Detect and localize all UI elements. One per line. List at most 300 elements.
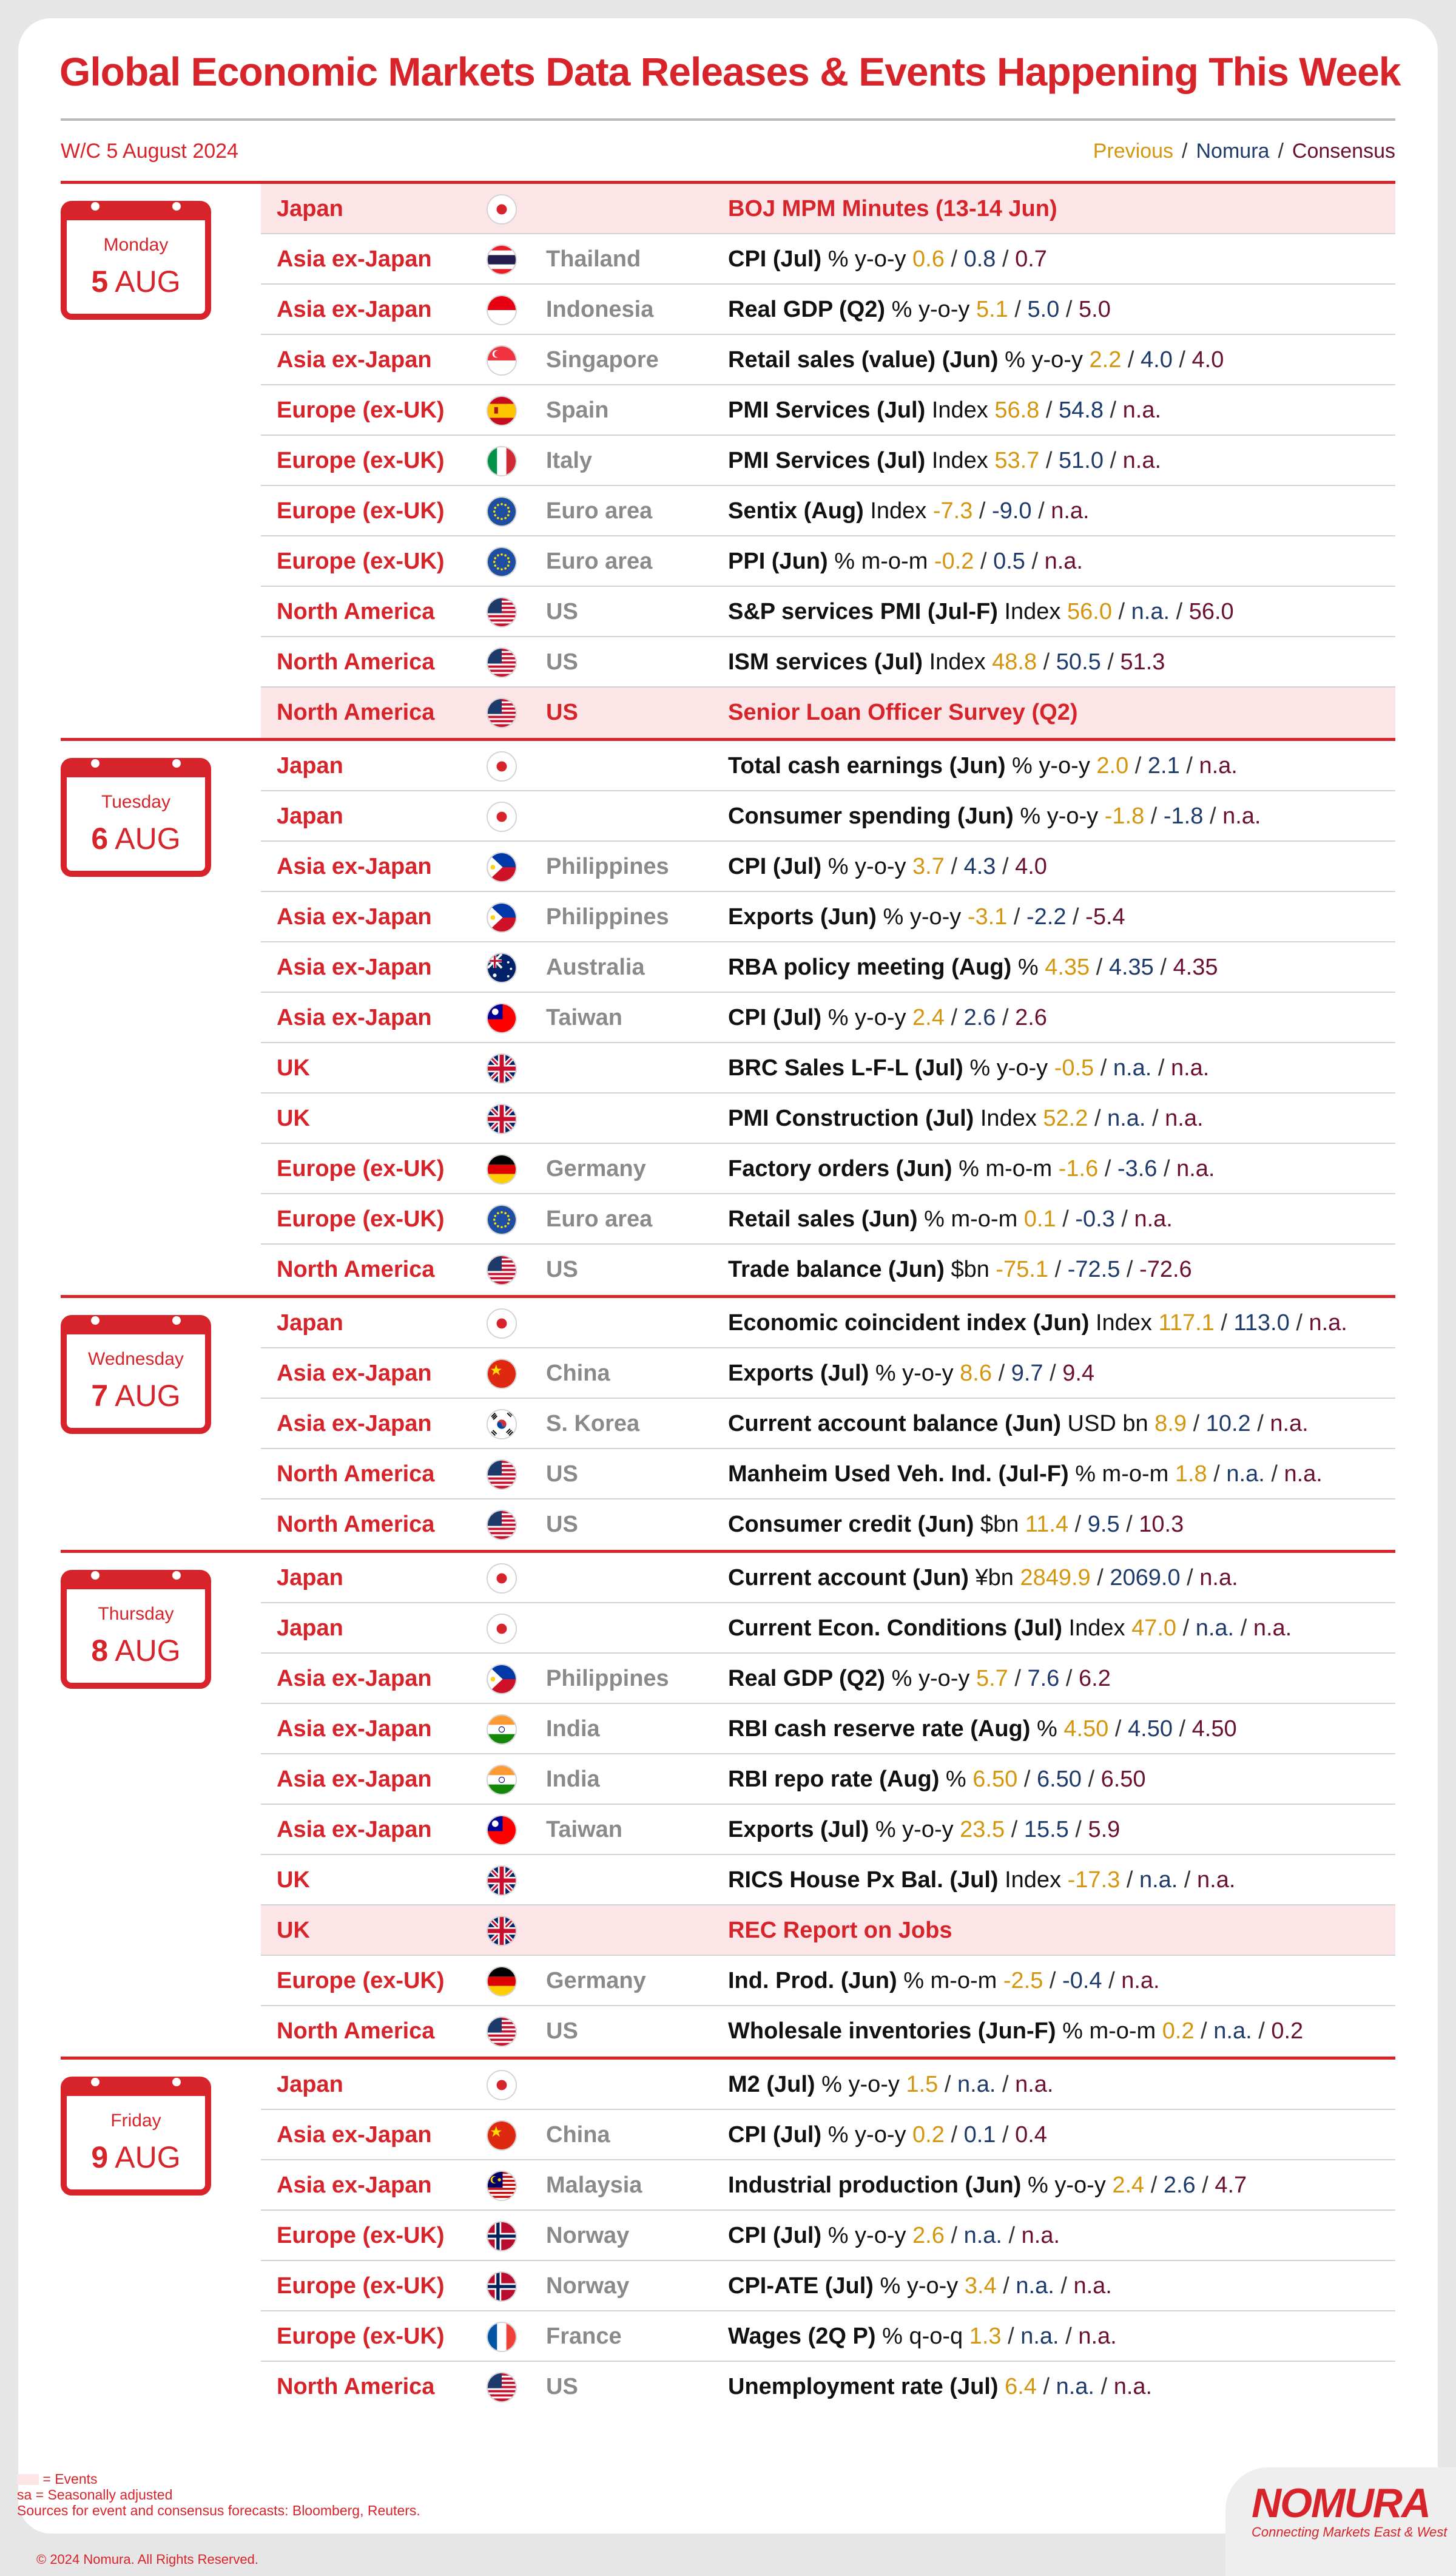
indicator-unit: Index <box>980 1106 1037 1131</box>
region-label: Japan <box>277 1310 343 1336</box>
malaysia-flag <box>487 2171 517 2201</box>
day-section <box>61 738 1395 1295</box>
country-label: US <box>546 1257 578 1282</box>
consensus-forecast: 4.35 <box>1173 955 1218 980</box>
nomura-forecast: 9.5 <box>1087 1512 1120 1537</box>
indicator-name: RBI cash reserve rate (Aug) <box>728 1716 1031 1742</box>
consensus-forecast: -72.6 <box>1139 1257 1192 1282</box>
release-row <box>261 1499 1395 1550</box>
indicator: Wholesale inventories (Jun-F) % m-o-m 0.2 / n.a. / 0.2 <box>728 2018 1304 2044</box>
consensus-forecast: n.a. <box>1121 1968 1160 1993</box>
region-label: North America <box>277 1461 435 1487</box>
country-label: France <box>546 2324 622 2349</box>
nomura-forecast: n.a. <box>1131 599 1170 624</box>
indicator-unit: % m-o-m <box>834 549 928 574</box>
footer-notes: = Events sa = Seasonally adjusted Sources for event and consensus forecasts: Bloomberg, Reuters. <box>17 2471 420 2518</box>
previous-value: 1.8 <box>1175 1461 1207 1487</box>
indicator-unit: % y-o-y <box>827 1005 906 1030</box>
nomura-forecast: 2.6 <box>1163 2172 1196 2198</box>
indicator-name: Economic coincident index (Jun) <box>728 1310 1090 1336</box>
nomura-forecast: n.a. <box>1113 1055 1152 1081</box>
country-label: Philippines <box>546 854 669 879</box>
consensus-forecast: 0.7 <box>1015 246 1047 272</box>
uk-flag <box>487 1053 517 1084</box>
consensus-forecast: 10.3 <box>1139 1512 1184 1537</box>
indicator: Unemployment rate (Jul) 6.4 / n.a. / n.a. <box>728 2374 1153 2399</box>
release-row <box>261 1298 1395 1348</box>
region-label: Asia ex-Japan <box>277 2172 432 2198</box>
previous-value: -7.3 <box>932 498 973 524</box>
taiwan-flag <box>487 1003 517 1033</box>
nomura-forecast: 4.35 <box>1108 955 1154 980</box>
release-row <box>261 1449 1395 1499</box>
day-section <box>61 181 1395 738</box>
nomura-forecast: 10.2 <box>1205 1411 1251 1436</box>
indicator-name: Retail sales (Jun) <box>728 1206 918 1232</box>
country-label: S. Korea <box>546 1411 640 1436</box>
nomura-forecast: 2.6 <box>963 1005 996 1030</box>
eu-flag <box>487 1205 517 1235</box>
day-section <box>61 2057 1395 2412</box>
release-row <box>261 1704 1395 1754</box>
philippines-flag <box>487 852 517 882</box>
release-row <box>261 234 1395 285</box>
consensus-forecast: n.a. <box>1122 397 1162 423</box>
country-label: Germany <box>546 1968 646 1993</box>
logo-tagline: Connecting Markets East & West <box>1252 2524 1448 2540</box>
region-label: Europe (ex-UK) <box>277 2324 445 2349</box>
nomura-forecast: n.a. <box>957 2072 996 2097</box>
indicator-unit: % y-o-y <box>891 1666 970 1691</box>
release-row <box>261 536 1395 587</box>
region-label: North America <box>277 2374 435 2399</box>
indicator: Current Econ. Conditions (Jul) Index 47.0 / n.a. / n.a. <box>728 1615 1292 1641</box>
country-label: Euro area <box>546 549 653 574</box>
indicator-name: Sentix (Aug) <box>728 498 864 524</box>
release-row <box>261 335 1395 385</box>
consensus-forecast: n.a. <box>1309 1310 1347 1336</box>
indicator: Industrial production (Jun) % y-o-y 2.4 / 2.6 / 4.7 <box>728 2172 1247 2198</box>
philippines-flag <box>487 902 517 933</box>
weekday-label: Thursday <box>98 1604 174 1624</box>
us-flag <box>487 1255 517 1285</box>
indicator-name: PMI Services (Jul) <box>728 448 926 473</box>
consensus-forecast: n.a. <box>1197 1867 1236 1893</box>
indicator-name: Exports (Jul) <box>728 1817 869 1842</box>
release-row <box>261 2211 1395 2261</box>
consensus-forecast: n.a. <box>1176 1156 1215 1182</box>
consensus-forecast: n.a. <box>1015 2072 1054 2097</box>
consensus-forecast: n.a. <box>1078 2324 1117 2349</box>
consensus-forecast: 5.9 <box>1088 1817 1121 1842</box>
consensus-forecast: n.a. <box>1051 498 1090 524</box>
india-flag <box>487 1714 517 1745</box>
indicator: PMI Construction (Jul) Index 52.2 / n.a. / n.a. <box>728 1106 1204 1131</box>
indicator: CPI-ATE (Jul) % y-o-y 3.4 / n.a. / n.a. <box>728 2273 1112 2299</box>
italy-flag <box>487 446 517 476</box>
release-row <box>261 385 1395 436</box>
previous-value: 6.50 <box>972 1766 1018 1792</box>
previous-value: 4.50 <box>1063 1716 1109 1742</box>
previous-value: 8.9 <box>1154 1411 1187 1436</box>
release-row <box>261 2110 1395 2160</box>
china-flag <box>487 1359 517 1389</box>
legend: Previous / Nomura / Consensus <box>1093 140 1395 163</box>
nomura-forecast: 4.0 <box>1141 347 1173 373</box>
previous-value: 0.2 <box>1162 2018 1195 2044</box>
previous-value: -0.2 <box>934 549 974 574</box>
weekday-label: Wednesday <box>88 1349 184 1369</box>
indicator-name: Consumer credit (Jun) <box>728 1512 974 1537</box>
region-label: UK <box>277 1106 310 1131</box>
region-label: Europe (ex-UK) <box>277 1156 445 1182</box>
consensus-forecast: n.a. <box>1134 1206 1173 1232</box>
indicator: CPI (Jul) % y-o-y 0.2 / 0.1 / 0.4 <box>728 2122 1047 2148</box>
weekday-label: Monday <box>103 235 169 255</box>
indicator-name: Exports (Jun) <box>728 904 877 930</box>
indicator-name: Real GDP (Q2) <box>728 1666 886 1691</box>
previous-value: 3.4 <box>964 2273 997 2299</box>
previous-value: 5.1 <box>976 297 1008 322</box>
indicator-unit: % m-o-m <box>1062 2018 1156 2044</box>
country-label: Singapore <box>546 347 659 373</box>
indicator-unit: % y-o-y <box>891 297 970 322</box>
country-label: China <box>546 2122 610 2148</box>
nomura-forecast: 113.0 <box>1233 1310 1290 1336</box>
indicator: S&P services PMI (Jul-F) Index 56.0 / n.a. / 56.0 <box>728 599 1234 624</box>
country-label: US <box>546 599 578 624</box>
consensus-forecast: n.a. <box>1199 753 1238 779</box>
region-label: North America <box>277 2018 435 2044</box>
calendar-icon <box>61 201 211 320</box>
region-label: Asia ex-Japan <box>277 1766 432 1792</box>
release-row <box>261 2160 1395 2211</box>
indicator: Retail sales (value) (Jun) % y-o-y 2.2 / 4.0 / 4.0 <box>728 347 1224 373</box>
indicator-unit: % <box>1036 1716 1057 1742</box>
previous-value: -0.5 <box>1054 1055 1094 1081</box>
nomura-forecast: n.a. <box>963 2223 1002 2248</box>
indicator-unit: Index <box>1005 1867 1062 1893</box>
previous-value: 2.4 <box>1112 2172 1145 2198</box>
indicator-name: Trade balance (Jun) <box>728 1257 945 1282</box>
previous-value: -1.6 <box>1058 1156 1099 1182</box>
release-row <box>261 1654 1395 1704</box>
indicator: Exports (Jul) % y-o-y 23.5 / 15.5 / 5.9 <box>728 1817 1121 1842</box>
spain-flag <box>487 396 517 426</box>
consensus-forecast: n.a. <box>1199 1565 1238 1591</box>
indicator-unit: $bn <box>980 1512 1019 1537</box>
weekday-label: Tuesday <box>101 792 170 812</box>
consensus-forecast: 6.2 <box>1079 1666 1111 1691</box>
consensus-forecast: n.a. <box>1044 549 1083 574</box>
region-label: Europe (ex-UK) <box>277 1206 445 1232</box>
thailand-flag <box>487 245 517 275</box>
consensus-forecast: 6.50 <box>1100 1766 1146 1792</box>
region-label: Japan <box>277 803 343 829</box>
release-row <box>261 2060 1395 2110</box>
previous-value: -17.3 <box>1067 1867 1121 1893</box>
release-row <box>261 2006 1395 2057</box>
release-row <box>261 1094 1395 1144</box>
date-label: 5 AUG <box>91 265 181 299</box>
indicator: PMI Services (Jul) Index 53.7 / 51.0 / n.a. <box>728 448 1162 473</box>
indicator-name: PMI Construction (Jul) <box>728 1106 974 1131</box>
release-row <box>261 2311 1395 2362</box>
germany-flag <box>487 1966 517 1996</box>
copyright: © 2024 Nomura. All Rights Reserved. <box>36 2552 258 2567</box>
eu-flag <box>487 496 517 527</box>
nomura-forecast: n.a. <box>1195 1615 1235 1641</box>
previous-value: 2849.9 <box>1020 1565 1091 1591</box>
region-label: North America <box>277 1257 435 1282</box>
release-calendar-card <box>18 18 1438 2534</box>
country-label: US <box>546 700 578 725</box>
previous-value: 56.0 <box>1067 599 1112 624</box>
indicator: Factory orders (Jun) % m-o-m -1.6 / -3.6 / n.a. <box>728 1156 1215 1182</box>
indicator: Trade balance (Jun) $bn -75.1 / -72.5 / -72.6 <box>728 1257 1192 1282</box>
release-row <box>261 436 1395 486</box>
indicator-unit: Index <box>1004 599 1061 624</box>
previous-value: -1.8 <box>1104 803 1145 829</box>
sources-note: Sources for event and consensus forecasts: Bloomberg, Reuters. <box>17 2503 420 2518</box>
previous-value: 2.4 <box>912 1005 945 1030</box>
indicator-unit: % m-o-m <box>1075 1461 1169 1487</box>
calendar-icon <box>61 1315 211 1434</box>
nomura-forecast: n.a. <box>1107 1106 1146 1131</box>
release-row <box>261 993 1395 1043</box>
indicator-name: Ind. Prod. (Jun) <box>728 1968 897 1993</box>
region-label: North America <box>277 599 435 624</box>
consensus-forecast: n.a. <box>1222 803 1261 829</box>
country-label: Norway <box>546 2223 630 2248</box>
country-label: US <box>546 1461 578 1487</box>
country-label: Spain <box>546 397 609 423</box>
event-row <box>261 688 1395 738</box>
indicator-name: Current Econ. Conditions (Jul) <box>728 1615 1062 1641</box>
us-flag <box>487 597 517 627</box>
japan-flag <box>487 1614 517 1644</box>
nomura-forecast: n.a. <box>1139 1867 1178 1893</box>
day-section <box>61 1295 1395 1550</box>
consensus-forecast: 4.50 <box>1191 1716 1237 1742</box>
indicator: BRC Sales L-F-L (Jul) % y-o-y -0.5 / n.a. / n.a. <box>728 1055 1210 1081</box>
indicator-name: CPI (Jul) <box>728 246 822 272</box>
previous-value: 4.35 <box>1045 955 1090 980</box>
indicator-name: Exports (Jul) <box>728 1361 869 1386</box>
region-label: Asia ex-Japan <box>277 246 432 272</box>
consensus-forecast: n.a. <box>1113 2374 1153 2399</box>
germany-flag <box>487 1154 517 1185</box>
previous-value: 0.1 <box>1023 1206 1056 1232</box>
country-label: Malaysia <box>546 2172 642 2198</box>
country-label: Germany <box>546 1156 646 1182</box>
indicator-name: Current account (Jun) <box>728 1565 969 1591</box>
nomura-forecast: 4.50 <box>1128 1716 1173 1742</box>
date-label: 9 AUG <box>91 2140 181 2174</box>
region-label: Asia ex-Japan <box>277 1817 432 1842</box>
previous-value: 5.7 <box>976 1666 1008 1691</box>
indicator: Manheim Used Veh. Ind. (Jul-F) % m-o-m 1.8 / n.a. / n.a. <box>728 1461 1323 1487</box>
release-row <box>261 637 1395 688</box>
country-label: Norway <box>546 2273 630 2299</box>
nomura-forecast: 2069.0 <box>1110 1565 1181 1591</box>
country-label: Euro area <box>546 498 653 524</box>
nomura-forecast: -2.2 <box>1026 904 1067 930</box>
release-row <box>261 842 1395 892</box>
event-row <box>261 1905 1395 1956</box>
release-row <box>261 285 1395 335</box>
indicator-unit: % y-o-y <box>880 2273 959 2299</box>
nomura-forecast: 4.3 <box>963 854 996 879</box>
region-label: Asia ex-Japan <box>277 955 432 980</box>
region-label: Asia ex-Japan <box>277 1411 432 1436</box>
release-row <box>261 1245 1395 1295</box>
consensus-forecast: 0.2 <box>1271 2018 1304 2044</box>
release-row <box>261 1805 1395 1855</box>
country-label: US <box>546 649 578 675</box>
region-label: Asia ex-Japan <box>277 1666 432 1691</box>
norway-flag <box>487 2221 517 2251</box>
region-label: UK <box>277 1055 310 1081</box>
calendar-icon <box>61 1570 211 1689</box>
previous-value: -75.1 <box>996 1257 1049 1282</box>
country-label: Taiwan <box>546 1005 622 1030</box>
china-flag <box>487 2120 517 2151</box>
weekday-label: Friday <box>110 2111 161 2131</box>
indicator-unit: ¥bn <box>975 1565 1014 1591</box>
indicator-name: Real GDP (Q2) <box>728 297 886 322</box>
indicator: ISM services (Jul) Index 48.8 / 50.5 / 51.3 <box>728 649 1165 675</box>
indicator: Ind. Prod. (Jun) % m-o-m -2.5 / -0.4 / n.a. <box>728 1968 1160 1993</box>
day-section <box>61 1550 1395 2057</box>
region-label: Europe (ex-UK) <box>277 1968 445 1993</box>
region-label: North America <box>277 700 435 725</box>
release-row <box>261 2261 1395 2311</box>
indicator-name: ISM services (Jul) <box>728 649 923 675</box>
indicator: Retail sales (Jun) % m-o-m 0.1 / -0.3 / n.a. <box>728 1206 1173 1232</box>
country-label: Australia <box>546 955 645 980</box>
release-row <box>261 791 1395 842</box>
indicator-name: CPI (Jul) <box>728 2223 822 2248</box>
region-label: Asia ex-Japan <box>277 1361 432 1386</box>
region-label: Asia ex-Japan <box>277 1716 432 1742</box>
region-label: North America <box>277 649 435 675</box>
previous-value: 0.2 <box>912 2122 945 2148</box>
country-label: India <box>546 1716 600 1742</box>
release-row <box>261 1194 1395 1245</box>
japan-flag <box>487 1308 517 1339</box>
page-title: Global Economic Markets Data Releases & Events Happening This Week <box>59 49 1401 94</box>
nomura-forecast: 51.0 <box>1059 448 1104 473</box>
calendar-icon <box>61 758 211 877</box>
country-label: India <box>546 1766 600 1792</box>
region-label: Japan <box>277 1615 343 1641</box>
indicator-unit: % y-o-y <box>969 1055 1048 1081</box>
indicator-unit: % <box>1017 955 1039 980</box>
region-label: Asia ex-Japan <box>277 904 432 930</box>
nomura-forecast: 54.8 <box>1059 397 1104 423</box>
singapore-flag <box>487 345 517 376</box>
france-flag <box>487 2322 517 2352</box>
date-label: 6 AUG <box>91 822 181 856</box>
release-row <box>261 1043 1395 1094</box>
country-label: Indonesia <box>546 297 654 322</box>
nomura-forecast: 9.7 <box>1011 1361 1043 1386</box>
nomura-forecast: -0.4 <box>1062 1968 1102 1993</box>
nomura-forecast: 15.5 <box>1023 1817 1069 1842</box>
region-label: UK <box>277 1867 310 1893</box>
previous-value: -2.5 <box>1003 1968 1043 1993</box>
indicator-name: CPI (Jul) <box>728 854 822 879</box>
country-label: Thailand <box>546 246 641 272</box>
release-row <box>261 1754 1395 1805</box>
region-label: Asia ex-Japan <box>277 2122 432 2148</box>
nomura-forecast: 5.0 <box>1027 297 1060 322</box>
indicator-unit: % y-o-y <box>875 1817 954 1842</box>
previous-value: 1.5 <box>906 2072 939 2097</box>
indicator: Current account balance (Jun) USD bn 8.9 / 10.2 / n.a. <box>728 1411 1309 1436</box>
indicator-unit: % m-o-m <box>924 1206 1018 1232</box>
consensus-forecast: 51.3 <box>1120 649 1165 675</box>
consensus-forecast: -5.4 <box>1085 904 1125 930</box>
country-label: US <box>546 2374 578 2399</box>
release-row <box>261 1855 1395 1905</box>
previous-value: 23.5 <box>960 1817 1005 1842</box>
indicator-unit: % y-o-y <box>1027 2172 1106 2198</box>
indicator-unit: % y-o-y <box>875 1361 954 1386</box>
indicator: Current account (Jun) ¥bn 2849.9 / 2069.0 / n.a. <box>728 1565 1238 1591</box>
indicator: M2 (Jul) % y-o-y 1.5 / n.a. / n.a. <box>728 2072 1054 2097</box>
legend-nomura: Nomura <box>1196 140 1270 163</box>
indicator-unit: % y-o-y <box>827 854 906 879</box>
country-label: US <box>546 2018 578 2044</box>
release-row <box>261 1348 1395 1399</box>
uk-flag <box>487 1916 517 1946</box>
indicator-unit: % y-o-y <box>1005 347 1083 373</box>
consensus-forecast: 4.0 <box>1015 854 1047 879</box>
indicator: Exports (Jul) % y-o-y 8.6 / 9.7 / 9.4 <box>728 1361 1095 1386</box>
nomura-forecast: -0.3 <box>1075 1206 1115 1232</box>
taiwan-flag <box>487 1815 517 1845</box>
indicator: Sentix (Aug) Index -7.3 / -9.0 / n.a. <box>728 498 1090 524</box>
release-row <box>261 1603 1395 1654</box>
release-row <box>261 486 1395 536</box>
indicator: CPI (Jul) % y-o-y 3.7 / 4.3 / 4.0 <box>728 854 1047 879</box>
release-row <box>261 942 1395 993</box>
uk-flag <box>487 1104 517 1134</box>
indicator: Consumer credit (Jun) $bn 11.4 / 9.5 / 10.3 <box>728 1512 1184 1537</box>
indicator: Economic coincident index (Jun) Index 117.1 / 113.0 / n.a. <box>728 1310 1347 1336</box>
indicator-unit: Index <box>929 649 986 675</box>
nomura-forecast: n.a. <box>1226 1461 1265 1487</box>
consensus-forecast: 2.6 <box>1015 1005 1047 1030</box>
indicator: Total cash earnings (Jun) % y-o-y 2.0 / 2.1 / n.a. <box>728 753 1238 779</box>
nomura-forecast: 0.1 <box>963 2122 996 2148</box>
indicator-name: Factory orders (Jun) <box>728 1156 952 1182</box>
event-name: BOJ MPM Minutes (13-14 Jun) <box>728 196 1057 221</box>
previous-value: 8.6 <box>960 1361 992 1386</box>
previous-value: 2.6 <box>912 2223 945 2248</box>
nomura-logo: NOMURA <box>1252 2480 1430 2526</box>
japan-flag <box>487 802 517 832</box>
release-row <box>261 741 1395 791</box>
region-label: Europe (ex-UK) <box>277 2273 445 2299</box>
norway-flag <box>487 2271 517 2302</box>
us-flag <box>487 698 517 728</box>
consensus-forecast: 4.0 <box>1191 347 1224 373</box>
indicator-name: Wages (2Q P) <box>728 2324 876 2349</box>
indicator-name: Consumer spending (Jun) <box>728 803 1014 829</box>
